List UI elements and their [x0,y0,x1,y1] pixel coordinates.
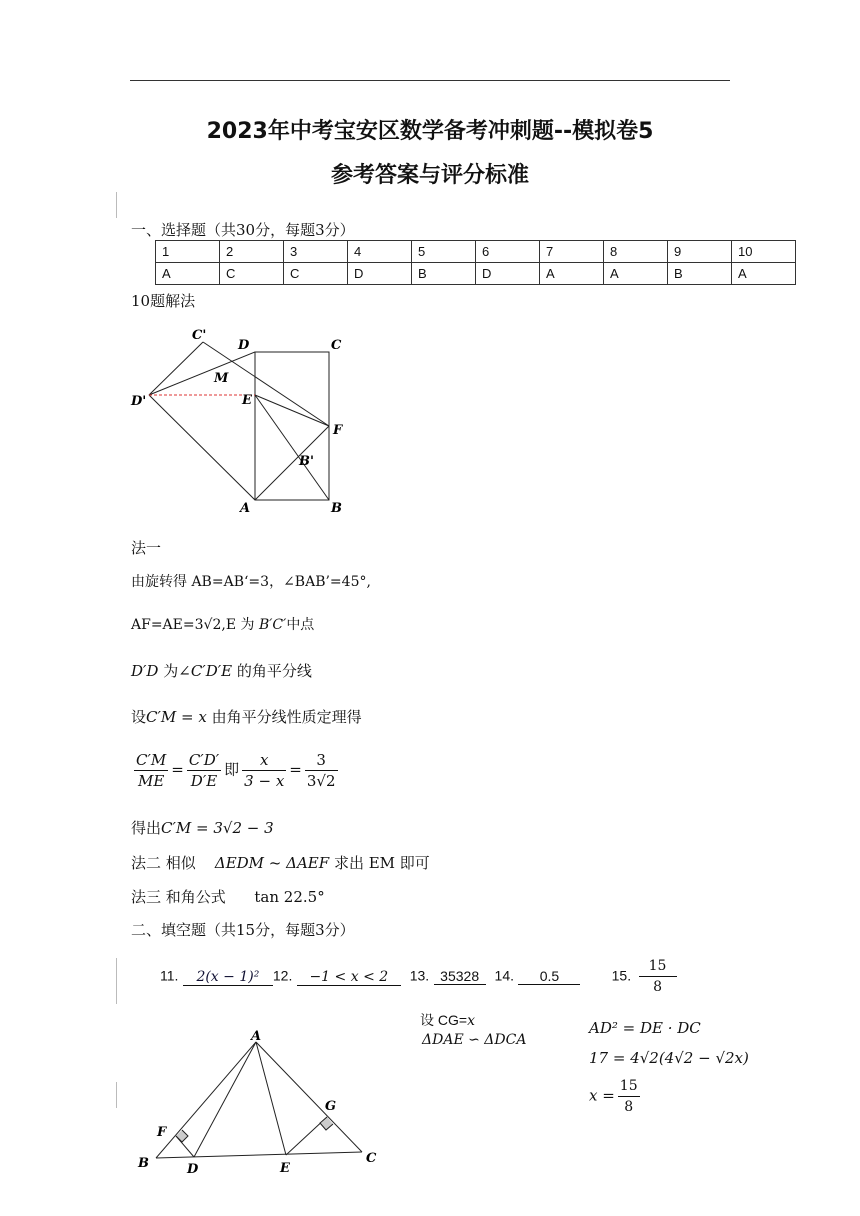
table-cell-answer: C [220,263,284,285]
fig-label: A [240,501,251,516]
method1-proportion: $\frac{C'M}{ME}$ = $\frac{C'D'}{D'E}$ 即 $\frac{x}{3 - x}$ = $\frac{3}{3√2}$ [136,751,336,790]
table-cell-number: 10 [732,241,796,263]
answer-table-numbers [156,241,796,263]
margin-mark [116,1082,117,1108]
section1-heading: 一、选择题（共30分，每题3分） [131,221,355,239]
fig-label: C [366,1151,377,1166]
fig-label: D' [131,394,147,409]
table-cell-answer: D [476,263,540,285]
method1-line4: 设C′M = x 由角平分线性质定理得 [131,708,362,726]
fig-label: E [242,393,252,408]
table-cell-answer: A [732,263,796,285]
q15-eq1: AD² = DE · DC [589,1019,701,1037]
table-cell-answer: C [284,263,348,285]
table-cell-answer: A [540,263,604,285]
answer-table-answers [156,263,796,285]
fig-label: B' [299,454,314,469]
table-cell-answer: B [412,263,476,285]
margin-mark [116,192,117,218]
method1-result: 得出C′M = 3√2 − 3 [131,819,274,837]
table-cell-number: 9 [668,241,732,263]
top-rule [130,80,730,81]
q10-figure [128,325,358,520]
q15-figure [130,1025,390,1180]
fig-label: D [238,338,250,353]
fig-label: G [325,1099,337,1114]
table-cell-answer: A [604,263,668,285]
q10-heading: 10题解法 [131,292,196,310]
table-cell-answer: A [156,263,220,285]
table-cell-number: 7 [540,241,604,263]
table-cell-number: 8 [604,241,668,263]
table-cell-answer: D [348,263,412,285]
table-cell-number: 6 [476,241,540,263]
page-title: 2023年中考宝安区数学备考冲刺题--模拟卷5 [206,119,654,144]
fig-label: B [331,501,342,516]
fig-label: D [187,1162,199,1177]
fig-label: M [214,371,229,386]
fig-label: C [331,338,342,353]
section2-heading: 二、填空题（共15分，每题3分） [131,921,355,939]
table-cell-number: 4 [348,241,412,263]
table-cell-number: 3 [284,241,348,263]
q15-eq2: 17 = 4√2(4√2 − √2x) [589,1049,749,1067]
fig-label: A [251,1029,262,1044]
method3-line: 法三 和角公式 tan 22.5° [131,888,325,906]
page-subtitle: 参考答案与评分标准 [330,163,529,188]
fig-label: B [138,1156,149,1171]
method1-line2: AF=AE=3√2,E 为 B′C′中点 [131,617,315,633]
margin-mark [116,958,117,1004]
q15-similar: ΔDAE ∽ ΔDCA [422,1032,527,1048]
fig-label: E [280,1161,290,1176]
q15-set: 设 CG=x [420,1012,475,1029]
fig-label: C' [192,328,207,343]
table-cell-number: 1 [156,241,220,263]
method1-line1: 由旋转得 AB=AB‘=3，∠BAB’=45°, [131,574,371,590]
table-cell-number: 2 [220,241,284,263]
q15-eq3: x = $\frac{15}{8}$ [589,1078,638,1115]
fig-label: F [157,1125,167,1140]
fig-label: F [333,423,343,438]
table-cell-number: 5 [412,241,476,263]
method1-label: 法一 [131,539,162,557]
answer-table [155,240,796,285]
method1-line3: D′D 为∠C′D′E 的角平分线 [131,662,312,680]
fill-answers: 11. 2(x − 1)² 12. −1 < x < 2 13. 35328 14. 0.5 15. $\frac{15}{8}$ [160,956,680,997]
table-cell-answer: B [668,263,732,285]
method2-line: 法二 相似 ΔEDM ~ ΔAEF 求出 EM 即可 [131,854,430,872]
